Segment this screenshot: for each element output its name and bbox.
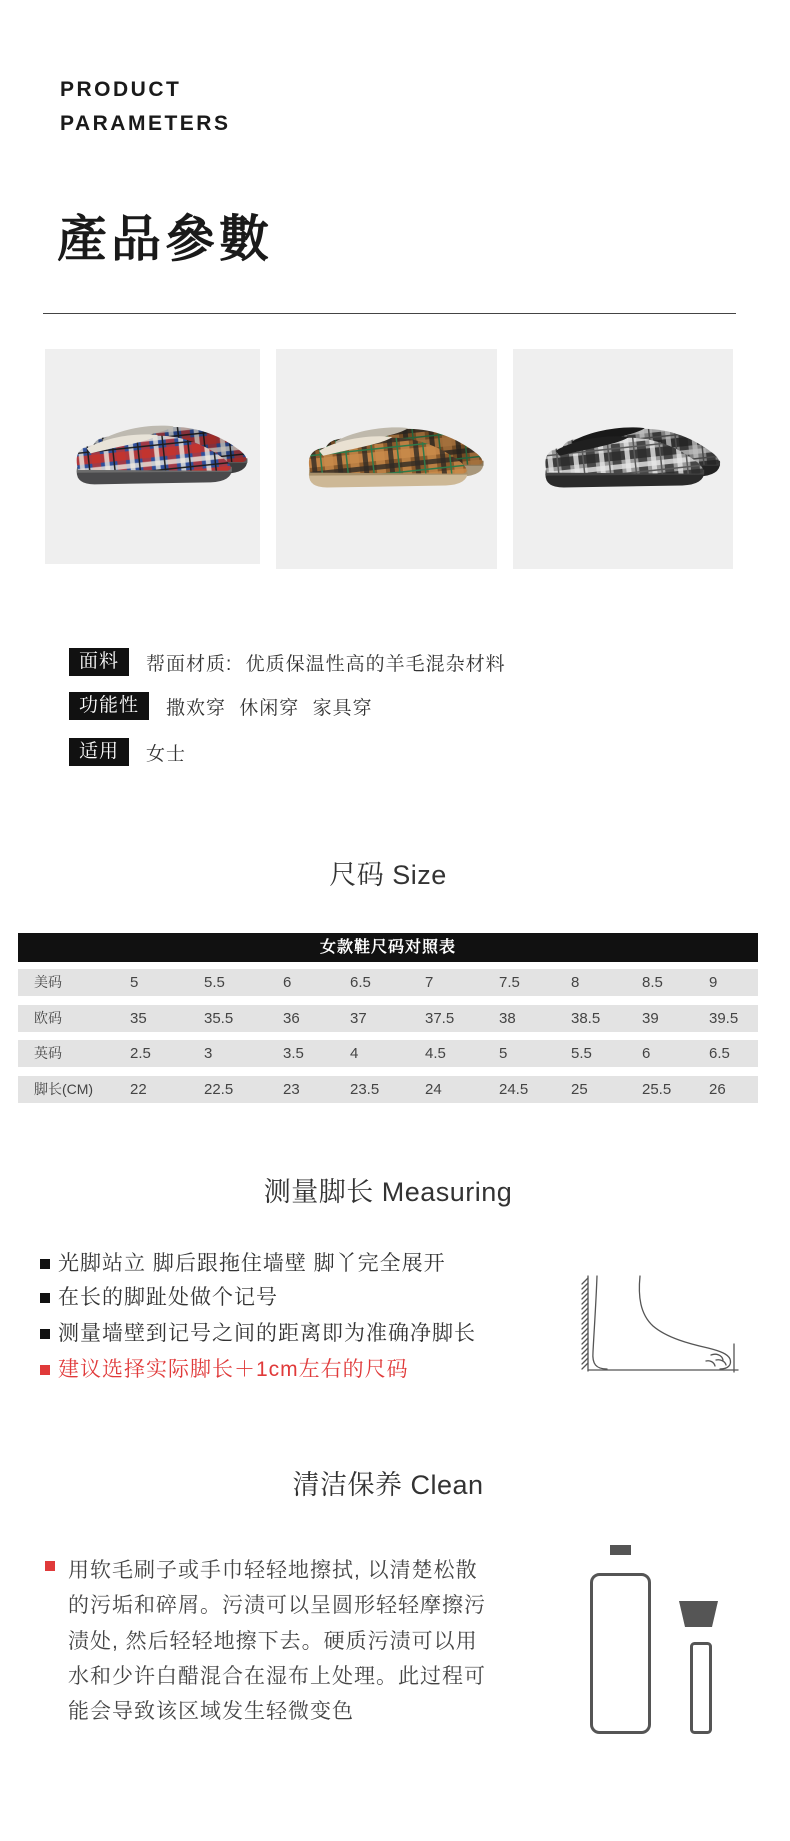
divider	[43, 313, 736, 314]
bottle-cap	[610, 1545, 631, 1555]
size-cell: 6.5	[709, 1045, 730, 1063]
spec-label: 面料	[69, 648, 129, 676]
clean-line: 用软毛刷子或手巾轻轻地擦拭, 以清楚松散	[68, 1559, 478, 1582]
bottle-body	[592, 1575, 650, 1733]
spec-value: 帮面材质: 优质保温性高的羊毛混杂材料	[146, 653, 506, 675]
plaid-slipper-pair-icon	[276, 349, 497, 569]
size-cell: 4	[350, 1045, 359, 1063]
english-heading-line1: PRODUCT	[60, 78, 182, 101]
clean-instructions	[68, 1553, 486, 1729]
size-cell: 39.5	[709, 1009, 739, 1027]
clean-section-title: 清洁保养 Clean	[292, 1470, 484, 1500]
size-cell: 39	[642, 1009, 659, 1027]
size-cell: 37.5	[425, 1009, 455, 1027]
size-cell: 38	[499, 1009, 516, 1027]
bottle-and-brush-icon	[590, 1545, 740, 1745]
size-cell: 9	[709, 974, 718, 991]
size-chart-table	[18, 933, 758, 1104]
size-cell: 23	[283, 1081, 300, 1099]
size-cell: 24.5	[499, 1081, 529, 1099]
size-cell: 6	[642, 1045, 651, 1063]
size-cell: 8.5	[642, 974, 663, 991]
size-cell: 5	[499, 1045, 508, 1063]
table-title: 女款鞋尺码对照表	[18, 933, 758, 962]
english-heading-line2: PARAMETERS	[60, 112, 231, 135]
plaid-slipper-pair-icon	[513, 349, 733, 569]
bullet-square-icon	[45, 1561, 55, 1571]
size-cell: 38.5	[571, 1009, 601, 1027]
clean-line: 的污垢和碎屑。污渍可以呈圆形轻轻摩擦污	[68, 1594, 486, 1618]
spec-row-audience	[69, 738, 186, 766]
row-label: 美码	[34, 974, 62, 990]
row-label: 脚长(CM)	[34, 1081, 94, 1098]
size-cell: 35.5	[204, 1009, 234, 1027]
size-cell: 22.5	[204, 1081, 234, 1099]
size-cell: 7.5	[499, 974, 520, 991]
foot-against-wall-icon	[580, 1274, 740, 1374]
product-image-3	[513, 349, 733, 569]
english-heading	[60, 73, 230, 141]
measure-step	[40, 1249, 446, 1279]
size-cell: 35	[130, 1009, 147, 1027]
size-cell: 37	[350, 1009, 367, 1027]
row-label: 英码	[34, 1045, 62, 1062]
bullet-square-icon	[40, 1293, 50, 1303]
spec-row-material	[69, 648, 506, 676]
size-cell: 25	[571, 1081, 588, 1099]
product-image-1	[45, 349, 260, 564]
size-cell: 6	[283, 974, 292, 991]
plaid-slipper-pair-icon	[45, 349, 260, 564]
measure-step-text: 光脚站立 脚后跟拖住墙壁 脚丫完全展开	[58, 1252, 446, 1275]
size-cell: 24	[425, 1081, 442, 1099]
measure-step	[40, 1319, 476, 1349]
measure-step	[40, 1283, 278, 1313]
measure-tip	[40, 1355, 409, 1385]
clean-line: 渍处, 然后轻轻地擦下去。硬质污渍可以用	[68, 1629, 478, 1653]
size-cell: 8	[571, 974, 580, 991]
measure-step-text: 在长的脚趾处做个记号	[58, 1286, 278, 1309]
size-cell: 23.5	[350, 1081, 380, 1099]
size-cell: 2.5	[130, 1045, 151, 1063]
table-row	[18, 1076, 758, 1103]
measure-step-text: 测量墙壁到记号之间的距离即为准确净脚长	[58, 1322, 476, 1345]
row-label: 欧码	[34, 1009, 62, 1026]
size-cell: 6.5	[350, 974, 371, 991]
size-cell: 5.5	[571, 1045, 592, 1063]
brush-head	[679, 1601, 718, 1627]
size-cell: 3	[204, 1045, 213, 1063]
spec-label: 适用	[69, 738, 129, 766]
table-row	[18, 1040, 758, 1067]
size-cell: 5	[130, 974, 139, 991]
table-row	[18, 969, 758, 996]
size-cell: 7	[425, 974, 434, 991]
bullet-square-icon	[40, 1365, 50, 1375]
size-cell: 26	[709, 1081, 726, 1099]
size-section-title: 尺码 Size	[329, 860, 447, 890]
bullet-square-icon	[40, 1259, 50, 1269]
measure-tip-text: 建议选择实际脚长＋1cm左右的尺码	[58, 1358, 409, 1381]
size-cell: 4.5	[425, 1045, 446, 1063]
product-image-2	[276, 349, 497, 569]
size-cell: 36	[283, 1009, 300, 1027]
size-cell: 5.5	[204, 974, 225, 991]
spec-value: 撒欢穿 休闲穿 家具穿	[166, 697, 373, 719]
measuring-section-title: 测量脚长 Measuring	[263, 1177, 513, 1207]
spec-label: 功能性	[69, 692, 149, 720]
size-cell: 25.5	[642, 1081, 672, 1099]
brush-handle	[692, 1644, 711, 1733]
bullet-square-icon	[40, 1329, 50, 1339]
clean-line: 水和少许白醋混合在湿布上处理。此过程可	[68, 1664, 486, 1688]
table-row	[18, 1005, 758, 1032]
page-title: 產品參數	[57, 211, 273, 267]
spec-value: 女士	[146, 743, 187, 765]
clean-line: 能会导致该区域发生轻微变色	[68, 1700, 354, 1724]
spec-row-function	[69, 692, 373, 720]
size-cell: 3.5	[283, 1045, 304, 1063]
size-cell: 22	[130, 1081, 147, 1099]
